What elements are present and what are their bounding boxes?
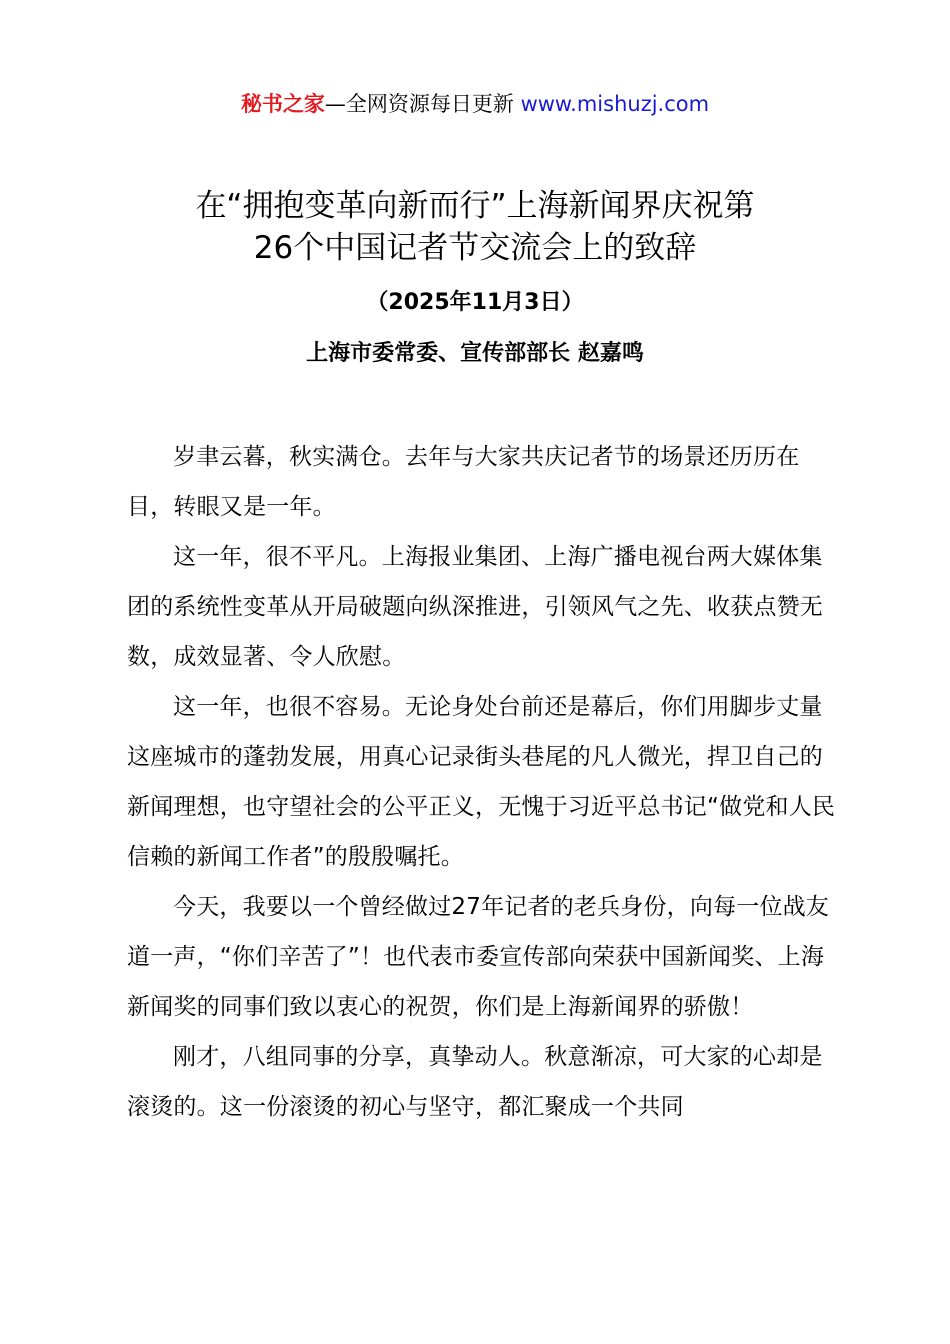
body-paragraph: 岁聿云暮，秋实满仓。去年与大家共庆记者节的场景还历历在目，转眼又是一年。: [127, 444, 800, 520]
document-author: 上海市委常委、宣传部部长 赵嘉鸣: [306, 341, 644, 366]
document-body: [127, 432, 837, 1132]
body-paragraph: 这一年，很不平凡。上海报业集团、上海广播电视台两大媒体集团的系统性变革从开局破题向纵深推进，引领风气之先、收获点赞无数，成效显著、令人欣慰。: [127, 544, 823, 670]
body-paragraph: 刚才，八组同事的分享，真挚动人。秋意渐凉，可大家的心却是滚烫的。这一份滚烫的初心与坚守，都汇聚成一个共同: [127, 1044, 823, 1120]
brand-name: 秘书之家: [240, 92, 325, 116]
body-paragraph: 这一年，也很不容易。无论身处台前还是幕后，你们用脚步丈量这座城市的蓬勃发展，用真心记录街头巷尾的凡人微光，捍卫自己的新闻理想，也守望社会的公平正义，无愧于习近平总书记“做党和人民信赖的新闻工作者”的殷殷嘱托。: [127, 694, 836, 870]
site-url-link[interactable]: www.mishuzj.com: [520, 92, 710, 116]
document-title: [0, 185, 950, 269]
document-date: （2025年11月3日）: [366, 290, 584, 315]
header-slogan: —全网资源每日更新: [324, 92, 514, 116]
site-header: [0, 88, 950, 120]
title-line-2: 26个中国记者节交流会上的致辞: [253, 230, 697, 266]
title-line-1: 在“拥抱变革向新而行”上海新闻界庆祝第: [195, 188, 755, 224]
body-paragraph: 今天，我要以一个曾经做过27年记者的老兵身份，向每一位战友道一声，“你们辛苦了”！也代表市委宣传部向荣获中国新闻奖、上海新闻奖的同事们致以衷心的祝贺，你们是上海新闻界的骄傲！: [127, 894, 830, 1020]
